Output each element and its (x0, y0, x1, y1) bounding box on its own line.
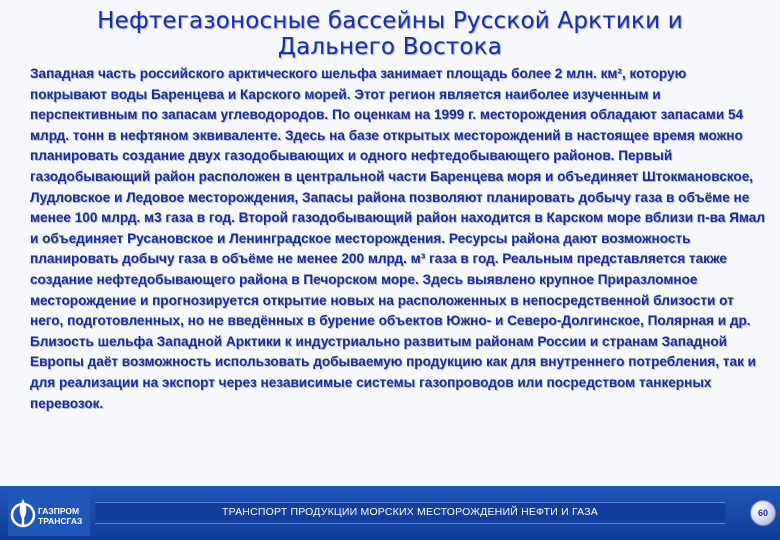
gazprom-flame-icon (8, 490, 90, 536)
footer-caption: ТРАНСПОРТ ПРОДУКЦИИ МОРСКИХ МЕСТОРОЖДЕНИЙ НЕФТИ И ГАЗА (221, 506, 599, 518)
page-number-badge: 60 (750, 500, 776, 526)
body-paragraph-1: Западная часть российского арктического шельфа занимает площадь более 2 млн. км², которую покрывают воды Баренцева и Карского морей. Этот регион является наиболее изученным и перспективным по запасам углеводородов. По оценкам на 1999 г. месторождения обладают запасами 54 млрд. тонн в нефтяном эквиваленте. Здесь на базе открытых месторождений в настоящее время можно планировать создание двух газодобывающих и одного нефтедобывающего районов. Первый газодобывающий район расположен в центральной части Баренцева моря и объединяет Штокмановское, Лудловское и Ледовое месторождения, Запасы района позволяют планировать добычу газа в объёме не менее 100 млрд. м3 газа в год. Второй газодобывающий район находится в Карском море вблизи п-ва Ямал и объединяет Русановское и Ленинградское месторождения. Ресурсы района дают возможность планировать добычу газа в объёме не менее 200 млрд. м³ газа в год. Реальным представляется также создание нефтедобывающего района в Печорском море. Здесь выявлено крупное Приразломное месторождение и прогнозируется открытие новых на расположенных в непосредственной близости от него, подготовленных, но не введённых в бурение объектов Южно- и Северо-Долгинское, Полярная и др. (30, 66, 765, 329)
slide-body (30, 64, 765, 414)
slide-title: Нефтегазоносные бассейны Русской Арктики и Дальнего Востока (97, 8, 683, 60)
logo-text-2: ТРАНСГАЗ (38, 516, 83, 526)
logo-text-1: ГАЗПРОМ (38, 506, 80, 516)
body-paragraph-2: Близость шельфа Западной Арктики к индустриально развитым районам России и странам Западной Европы даёт возможность использовать добываемую продукцию как для внутреннего потребления, так и для реализации на экспорт через независимые системы газопроводов или посредством танкерных перевозок. (30, 333, 757, 411)
